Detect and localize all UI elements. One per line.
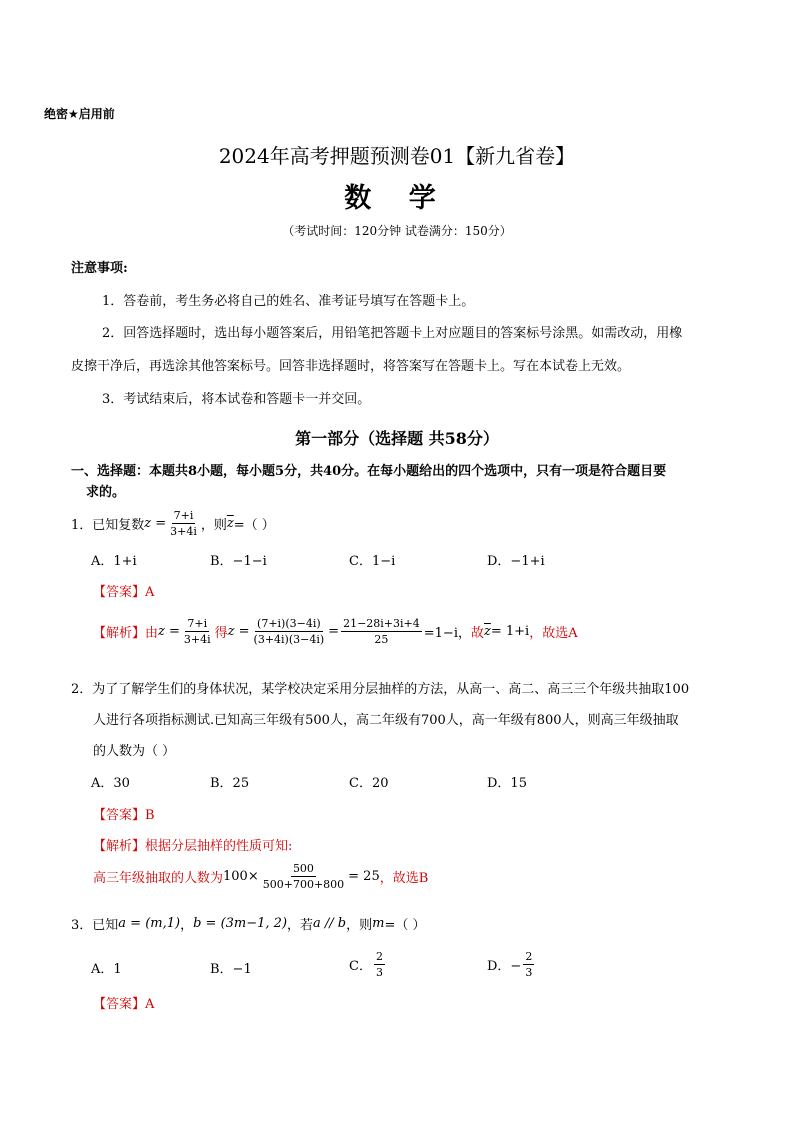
q1-analysis-de: 得: [214, 626, 228, 641]
q1-option-d: D．−1+i: [487, 554, 545, 569]
q1-analysis-frac2: [341, 617, 422, 646]
q1-z-eq: z =: [144, 516, 167, 531]
q1-analysis-eq: =1−i，: [423, 626, 471, 641]
q2-line3: 的人数为（ ）: [93, 744, 176, 759]
q1-suffix: ，则: [200, 518, 227, 533]
q2-answer: 【答案】B: [93, 808, 155, 823]
q1-eq-paren: =（ ）: [233, 518, 275, 533]
q1-analysis-frac0: [182, 617, 213, 646]
q3-option-c: [349, 950, 387, 979]
section-instruction-line2: 求的。: [86, 485, 126, 500]
q3-m: m: [372, 916, 385, 931]
q1-analysis-label: 【解析】: [93, 626, 146, 641]
q3-option-a: A．1: [91, 962, 122, 977]
q1-option-c: C．1−i: [349, 554, 396, 569]
q3-a-def: a = (m,1): [118, 916, 181, 931]
q1-analysis-z: z =: [158, 624, 180, 639]
q1-option-b: B．−1−i: [210, 554, 267, 569]
q1-zbar: $\overline{z}$: [226, 516, 234, 531]
secret-label: 绝密★启用前: [44, 107, 115, 121]
q3-option-c-label: C．: [349, 959, 372, 974]
q2-calc-end: ，故选B: [379, 871, 429, 886]
q3-parallel: a // b: [313, 916, 347, 931]
q3-option-d-frac: [523, 950, 534, 979]
q1-analysis-frac0-den: 3+4i: [183, 633, 211, 646]
q1-analysis: 【解析】 由 z = $\frac{7+i}{3+4i}$ 得 z = $\frac{(7+i)(3-4i)}{(3+4i)(3-4i)}$ = $\frac{21-28i+3i+4}{25}$ =1−i， 故 $\overline{z}$ = 1+i ，故选A: [93, 617, 578, 646]
q3-option-c-den: 3: [375, 966, 383, 979]
q2-calc-mult: 100×: [223, 869, 259, 884]
q2-option-d: D．15: [487, 776, 527, 791]
q1-analysis-z2: z =: [227, 624, 250, 639]
q2-calc-num: 500: [292, 862, 314, 875]
q3-option-d-label: D．−: [487, 959, 522, 974]
notice-item-1: 1．答卷前，考生务必将自己的姓名、准考证号填写在答题卡上。: [102, 294, 475, 309]
q1-analysis-frac2-num: 21−28i+3i+4: [343, 617, 420, 630]
q3-option-b: B．−1: [210, 962, 252, 977]
q2-option-c: C．20: [349, 776, 389, 791]
q3-option-d-num: 2: [525, 950, 533, 963]
q3-prefix: 3．已知: [71, 918, 119, 933]
notice-item-2-line2: 皮擦干净后，再选涂其他答案标号。回答非选择题时，将答案写在答题卡上。写在本试卷上无效。: [71, 359, 631, 374]
q2-option-a: A．30: [91, 776, 130, 791]
q3-eq-paren: =（ ）: [384, 918, 426, 933]
question-1: [71, 509, 275, 538]
q3-option-d: [487, 950, 536, 979]
q2-calc-frac: [261, 862, 346, 891]
q1-analysis-gu: 故: [470, 626, 484, 641]
q1-option-a: A．1+i: [91, 554, 137, 569]
exam-title: 2024年高考押题预测卷01【新九省卷】: [218, 144, 576, 168]
q3-option-c-num: 2: [375, 950, 383, 963]
notice-item-3: 3．考试结束后，将本试卷和答题卡一并交回。: [102, 392, 371, 407]
q1-analysis-frac2-den: 25: [374, 633, 389, 646]
q2-calculation: [93, 862, 428, 891]
q1-prefix: 1．已知复数: [71, 518, 145, 533]
q3-cond: ，若: [287, 918, 314, 933]
q1-analysis-zbar-val: = 1+i: [490, 624, 530, 639]
q2-option-b: B．25: [210, 776, 250, 791]
q2-line2: 人进行各项指标测试.已知高三年级有500人，高二年级有700人，高一年级有800人，则高三年级抽取: [93, 713, 679, 728]
part1-title: 第一部分（选择题 共58分）: [295, 429, 499, 448]
q1-analysis-from: 由: [145, 626, 159, 641]
q1-frac-num: 7+i: [173, 509, 194, 522]
exam-info: （考试时间：120分钟 试卷满分：150分）: [282, 224, 512, 238]
notice-item-2-line1: 2．回答选择题时，选出每小题答案后，用铅笔把答题卡上对应题目的答案标号涂黑。如需改动，用橡: [102, 326, 683, 341]
q3-answer: 【答案】A: [93, 997, 155, 1012]
q1-analysis-end: ，故选A: [529, 626, 578, 641]
q1-frac-den: 3+4i: [170, 525, 197, 538]
subject-title: 数 学: [344, 183, 450, 214]
q2-calc-result: = 25: [348, 869, 380, 884]
q3-option-c-frac: [374, 950, 385, 979]
q3-option-d-den: 3: [525, 966, 533, 979]
q3-suffix: ，则: [346, 918, 373, 933]
q1-analysis-frac0-num: 7+i: [187, 617, 208, 630]
q2-calc-prefix: 高三年级抽取的人数为: [93, 871, 224, 886]
q2-analysis: 【解析】根据分层抽样的性质可知:: [93, 839, 293, 854]
q2-calc-den: 500+700+800: [262, 878, 345, 891]
q3-b-def: b = (3m−1, 2): [193, 916, 288, 931]
q1-analysis-frac1-num: (7+i)(3−4i): [257, 617, 321, 630]
q1-analysis-frac1-den: (3+4i)(3−4i): [253, 633, 325, 646]
q1-fraction: [168, 509, 199, 538]
q2-line1: 2．为了了解学生们的身体状况，某学校决定采用分层抽样的方法，从高一、高二、高三三个年级共抽取100: [71, 682, 690, 697]
q1-answer: 【答案】A: [93, 585, 155, 600]
q3-sep: ，: [180, 918, 194, 933]
question-3: [71, 914, 426, 933]
q1-analysis-zbar: $\overline{z}$: [484, 624, 491, 639]
notice-heading: 注意事项:: [71, 261, 128, 276]
q1-analysis-frac1: [252, 617, 327, 646]
section-instruction-line1: 一、选择题：本题共8小题，每小题5分，共40分。在每小题给出的四个选项中，只有一项是符合题目要: [71, 464, 667, 479]
